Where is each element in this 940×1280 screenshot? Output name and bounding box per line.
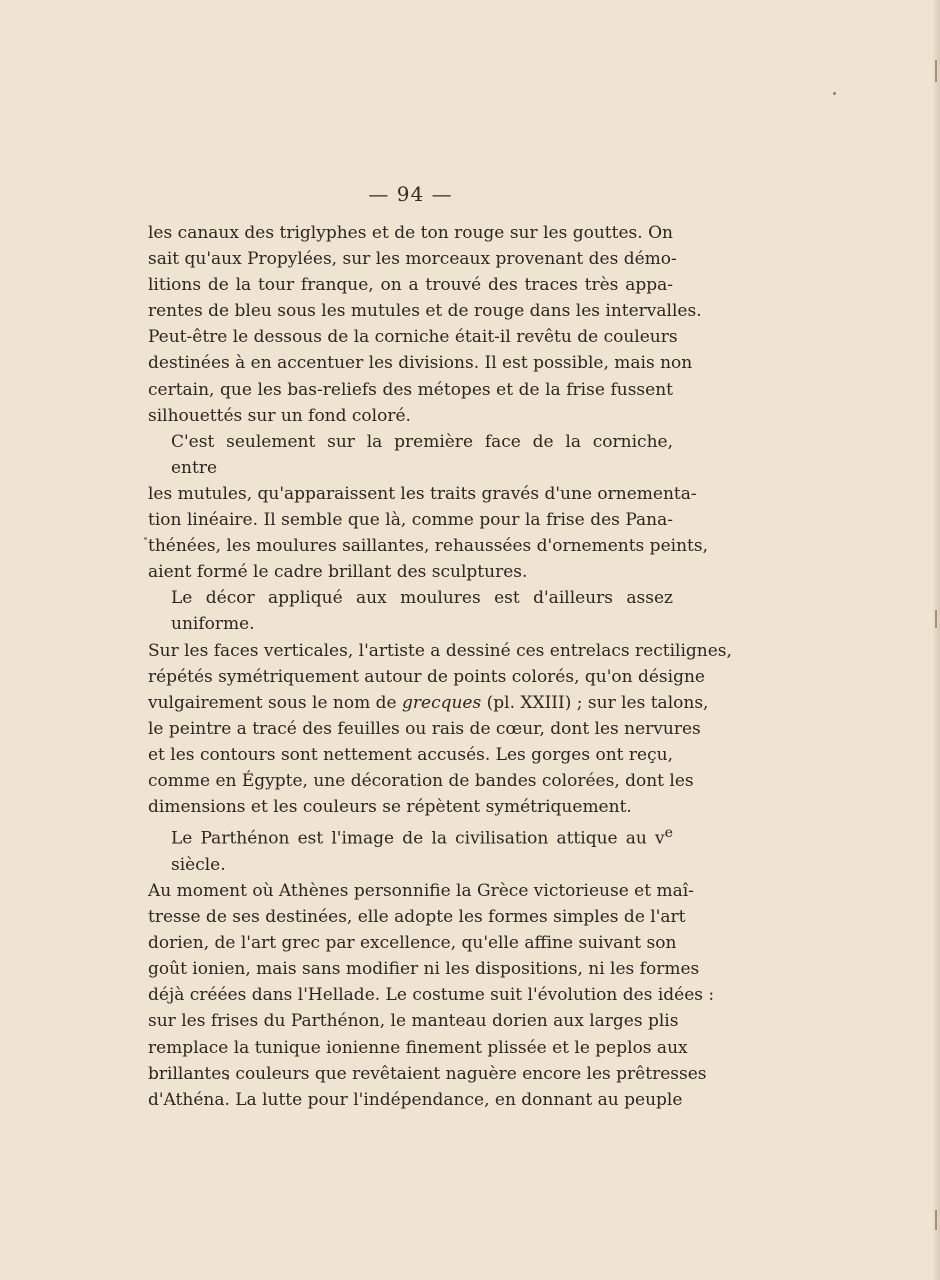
text-line: d'Athéna. La lutte pour l'indépendance, en donnant au peuple — [148, 1089, 683, 1110]
page-edge-mark — [935, 60, 937, 82]
text-line: dorien, de l'art grec par excellence, qu'elle affine suivant son — [148, 933, 677, 954]
text-line — [148, 690, 709, 716]
text-line: Peut-être le dessous de la corniche était-il revêtu de couleurs — [148, 327, 678, 348]
text-line: le peintre a tracé des feuilles ou rais de cœur, dont les nervures — [148, 718, 701, 739]
body-text — [148, 220, 732, 1113]
text-line: tresse de ses destinées, elle adopte les formes simples de l'art — [148, 907, 686, 928]
text-line: goût ionien, mais sans modifier ni les dispositions, ni les formes — [148, 959, 700, 980]
text-run: siècle. — [171, 854, 226, 875]
text-line: aient formé le cadre brillant des sculptures. — [148, 562, 528, 583]
paragraph — [148, 429, 708, 586]
text-line: les mutules, qu'apparaissent les traits gravés d'une ornementa- — [148, 483, 697, 504]
text-line: tion linéaire. Il semble que là, comme pour la frise des Pana- — [148, 510, 673, 531]
text-run: Le Parthénon est l'image de la civilisation attique au v — [171, 828, 665, 849]
text-run: vulgairement sous le nom de — [148, 692, 402, 713]
text-line: C'est seulement sur la première face de la corniche, entre — [171, 431, 673, 478]
text-line: sait qu'aux Propylées, sur les morceaux provenant des démo- — [148, 249, 677, 270]
page-edge-shadow — [932, 0, 940, 1280]
text-line: dimensions et les couleurs se répètent symétriquement. — [148, 797, 632, 818]
text-line: comme en Égypte, une décoration de bandes colorées, dont les — [148, 770, 694, 791]
text-line — [148, 820, 673, 878]
paragraph — [148, 220, 702, 429]
text-line: Le décor appliqué aux moulures est d'ailleurs assez uniforme. — [171, 588, 673, 635]
text-line: déjà créées dans l'Hellade. Le costume suit l'évolution des idées : — [148, 985, 715, 1006]
text-line: les canaux des triglyphes et de ton rouge sur les gouttes. On — [148, 223, 673, 243]
text-line: répétés symétriquement autour de points colorés, qu'on désigne — [148, 666, 705, 687]
page-number: — 94 — — [368, 182, 453, 206]
paper-speck — [144, 537, 147, 540]
text-line: et les contours sont nettement accusés. Les gorges ont reçu, — [148, 744, 673, 765]
superscript: e — [664, 825, 673, 842]
italic-term: grecques — [402, 692, 482, 713]
text-line: thénées, les moulures saillantes, rehaussées d'ornements peints, — [148, 536, 708, 557]
text-line: certain, que les bas-reliefs des métopes et de la frise fussent — [148, 379, 673, 400]
text-line: rentes de bleu sous les mutules et de rouge dans les intervalles. — [148, 301, 702, 322]
text-line: Au moment où Athènes personnifie la Grèce victorieuse et maî- — [148, 881, 694, 901]
page-edge-mark — [935, 610, 937, 628]
text-line: Sur les faces verticales, l'artiste a dessiné ces entrelacs rectilignes, — [148, 640, 732, 661]
page-edge-mark — [935, 1210, 937, 1230]
paper-speck — [833, 92, 836, 95]
text-line: destinées à en accentuer les divisions. Il est possible, mais non — [148, 353, 693, 374]
text-line: sur les frises du Parthénon, le manteau dorien aux larges plis — [148, 1011, 679, 1032]
text-line: litions de la tour franque, on a trouvé des traces très appa- — [148, 275, 673, 296]
text-line: silhouettés sur un fond coloré. — [148, 405, 411, 426]
paragraph — [148, 820, 715, 1113]
paragraph — [148, 585, 732, 820]
text-run: (pl. XXIII) ; sur les talons, — [481, 692, 709, 713]
text-line: remplace la tunique ionienne finement plissée et le peplos aux — [148, 1037, 688, 1058]
text-line: brillantes couleurs que revêtaient naguère encore les prêtresses — [148, 1063, 707, 1084]
